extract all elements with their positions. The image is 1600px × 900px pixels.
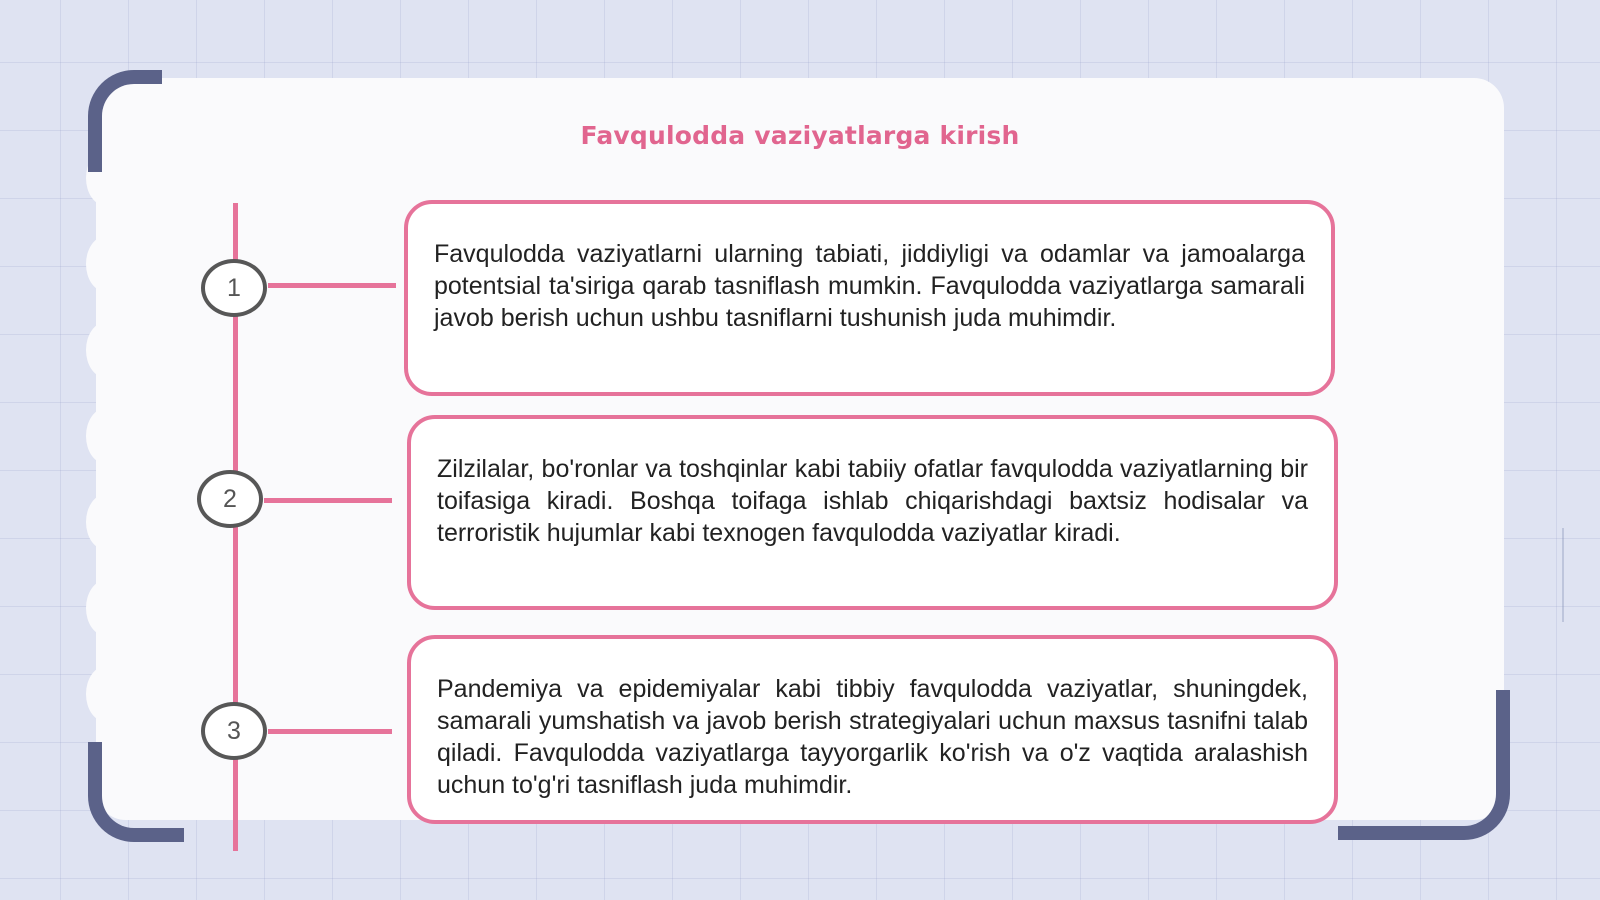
step-text-3: Pandemiya va epidemiyalar kabi tibbiy favqulodda vaziyatlar, shuningdek, samarali yumshatish va javob berish strategiyalari uchun maxsus tasnifni talab qiladi. Favqulodda vaziyatlarga tayyorgarlik ko'rish va o'z vaqtida aralashish uchun to'g'ri tasniflash juda muhimdir. xyxy=(437,675,1308,799)
card-edge-scallop xyxy=(86,494,126,550)
card-edge-scallop xyxy=(86,666,126,722)
card-edge-scallop xyxy=(86,322,126,378)
timeline-connector-1 xyxy=(268,283,396,288)
slide-title: Favqulodda vaziyatlarga kirish xyxy=(580,121,1020,150)
step-text-1: Favqulodda vaziyatlarni ularning tabiati, jiddiyligi va odamlar va jamoalarga potentsial ta'siriga qarab tasniflash mumkin. Favqulodda vaziyatlarga samarali javob berish uchun ushbu tasniflarni tushunish juda muhimdir. xyxy=(434,240,1305,332)
decorative-line xyxy=(1562,528,1564,622)
timeline-connector-3 xyxy=(268,729,392,734)
card-edge-scallop xyxy=(86,408,126,464)
step-number-2: 2 xyxy=(197,470,263,528)
step-box-3 xyxy=(407,635,1338,824)
corner-bracket-bottom-right xyxy=(1338,690,1510,840)
step-box-2 xyxy=(407,415,1338,610)
step-text-2: Zilzilalar, bo'ronlar va toshqinlar kabi tabiiy ofatlar favqulodda vaziyatlarning bir toifasiga kiradi. Boshqa toifaga ishlab chiqarishdagi baxtsiz hodisalar va terroristik hujumlar kabi texnogen favqulodda vaziyatlar kiradi. xyxy=(437,455,1308,547)
card-edge-scallop xyxy=(86,236,126,292)
card-edge-scallop xyxy=(86,580,126,636)
step-number-3: 3 xyxy=(201,702,267,760)
step-box-1 xyxy=(404,200,1335,396)
corner-bracket-bottom-left xyxy=(88,742,184,842)
step-number-1: 1 xyxy=(201,259,267,317)
timeline-connector-2 xyxy=(264,498,392,503)
